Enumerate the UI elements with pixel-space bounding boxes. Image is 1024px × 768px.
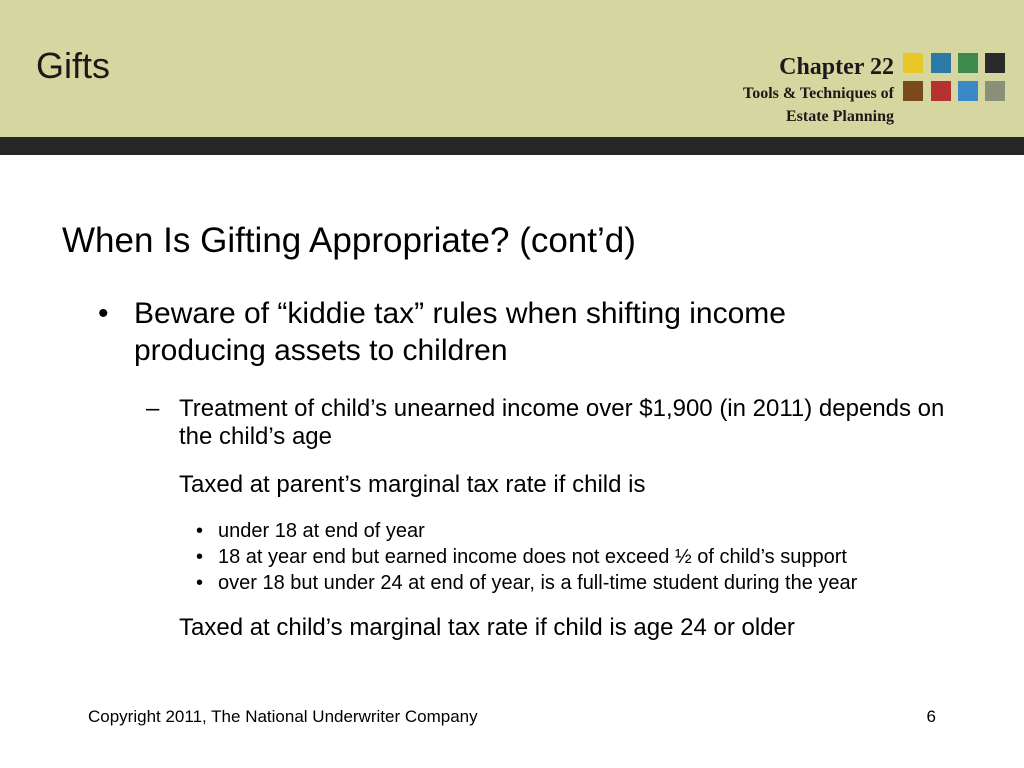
chapter-subtitle-line1: Tools & Techniques of <box>742 85 894 102</box>
color-swatch <box>903 53 923 73</box>
chapter-subtitle-line2: Estate Planning <box>785 108 894 125</box>
bullet-dash: – <box>146 395 160 422</box>
chapter-label: Chapter 22 <box>779 54 894 80</box>
condition-text: over 18 but under 24 at end of year, is a full-time student during the year <box>218 572 858 594</box>
bullet-dot: • <box>98 297 109 330</box>
color-swatch <box>931 53 951 73</box>
parent-rate-paragraph: Taxed at parent’s marginal tax rate if child is <box>179 471 646 498</box>
page-number: 6 <box>926 707 936 726</box>
bullet-dot: • <box>196 520 204 542</box>
main-bullet-text: Beware of “kiddie tax” rules when shifting income producing assets to children <box>134 297 786 367</box>
color-swatch <box>903 81 923 101</box>
color-swatch <box>931 81 951 101</box>
section-title: Gifts <box>36 45 111 86</box>
color-swatch <box>985 53 1005 73</box>
copyright-text: Copyright 2011, The National Underwriter Company <box>88 707 478 726</box>
child-rate-paragraph: Taxed at child’s marginal tax rate if child is age 24 or older <box>179 614 795 641</box>
bullet-dot: • <box>196 572 204 594</box>
condition-text: under 18 at end of year <box>218 520 425 542</box>
color-swatch <box>958 53 978 73</box>
sub-bullet-text: Treatment of child’s unearned income over $1,900 (in 2011) depends on the child’s age <box>179 395 945 450</box>
header-divider <box>0 137 1024 155</box>
color-swatch <box>958 81 978 101</box>
condition-text: 18 at year end but earned income does not exceed ½ of child’s support <box>218 546 847 568</box>
chapter-block <box>743 52 894 128</box>
color-swatch <box>985 81 1005 101</box>
color-swatch-grid <box>903 53 1007 103</box>
slide-heading: When Is Gifting Appropriate? (cont’d) <box>62 221 636 260</box>
bullet-dot: • <box>196 546 204 568</box>
header-band <box>0 0 1024 137</box>
